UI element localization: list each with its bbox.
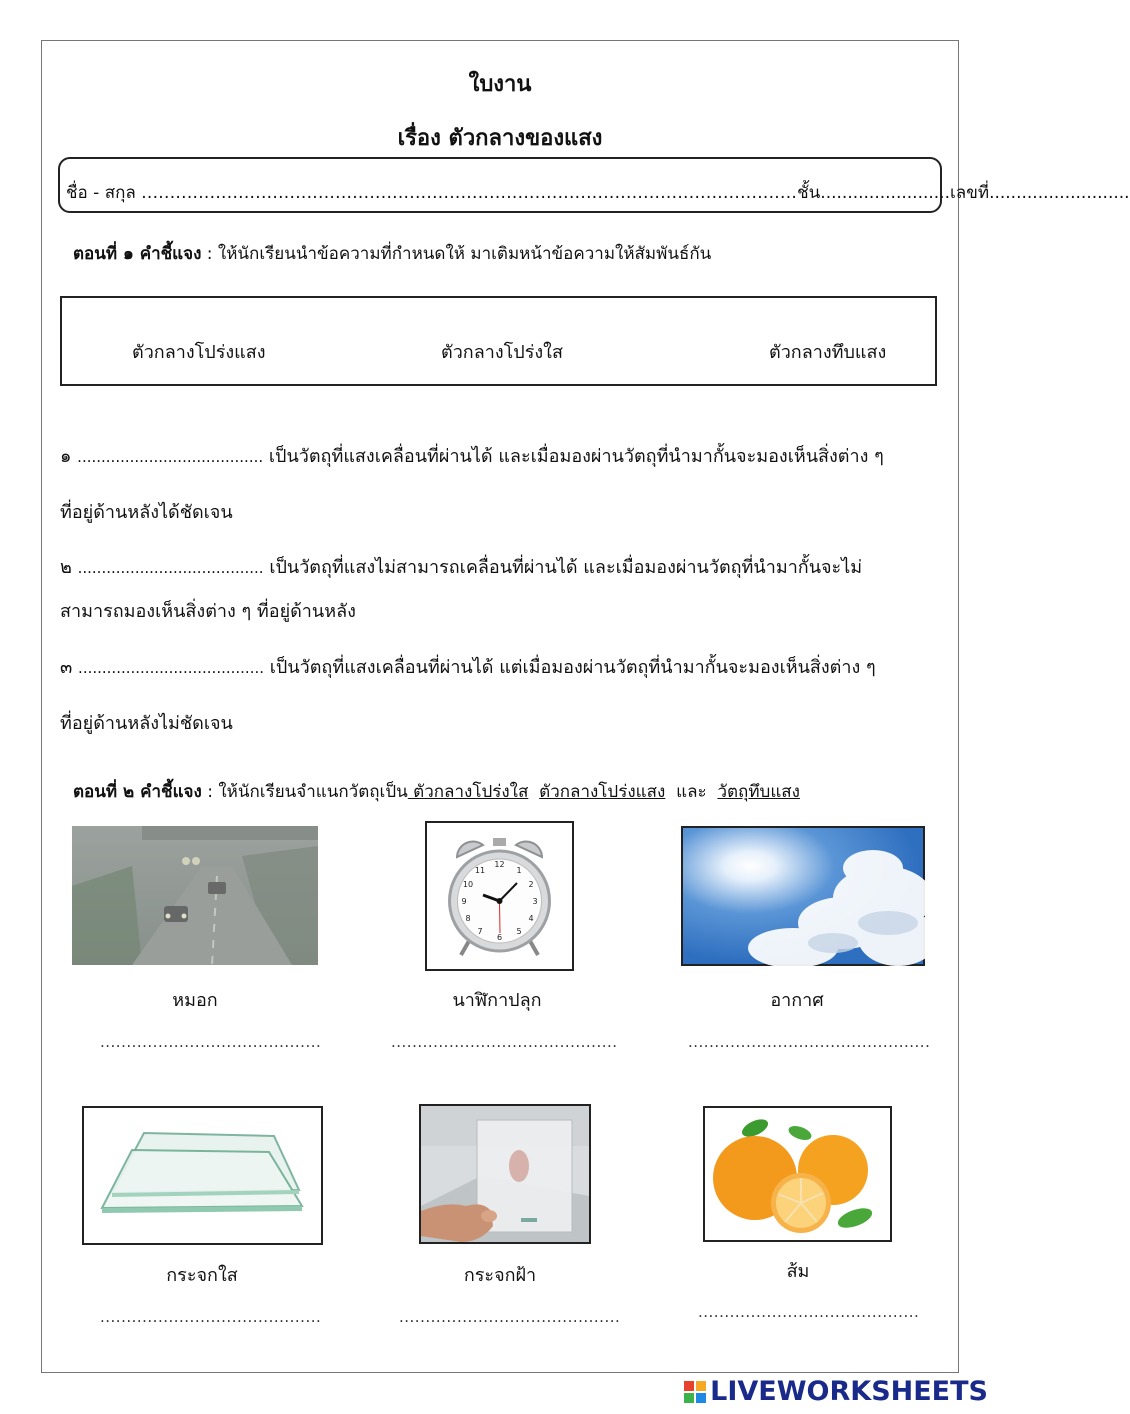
worksheet-subtitle: เรื่อง ตัวกลางของแสง [397, 126, 603, 151]
item-caption: หมอก [172, 990, 218, 1011]
item-caption: อากาศ [770, 990, 824, 1011]
question-text: เป็นวัตถุที่แสงไม่สามารถเคลื่อนที่ผ่านได้ และเมื่อมองผ่านวัตถุที่นำมากั้นจะไม่ [269, 557, 863, 578]
svg-text:7: 7 [477, 927, 483, 936]
svg-text:5: 5 [516, 927, 522, 936]
item-answer-field[interactable]: .......................................... [100, 1308, 322, 1326]
name-label: ชื่อ - สกุล [66, 183, 136, 203]
svg-text:9: 9 [461, 897, 467, 906]
question-3-line2: ที่อยู่ด้านหลังไม่ชัดเจน [60, 713, 233, 734]
svg-text:12: 12 [494, 860, 505, 869]
svg-text:8: 8 [465, 914, 471, 923]
item-answer-field[interactable]: ........................................... [391, 1033, 618, 1051]
part2-instruction [73, 778, 800, 805]
svg-text:4: 4 [528, 914, 534, 923]
sky-photo [681, 826, 925, 966]
liveworksheets-logo [684, 1376, 988, 1407]
term-transparent: ตัวกลางโปร่งใส [407, 782, 529, 802]
class-label: ชั้น [797, 183, 821, 203]
frosted-glass-photo [419, 1104, 591, 1244]
svg-text:1: 1 [516, 866, 522, 875]
number-label: เลขที่ [950, 183, 990, 203]
question-2-line2: สามารถมองเห็นสิ่งต่าง ๆ ที่อยู่ด้านหลัง [60, 601, 356, 622]
item-caption: ส้ม [786, 1261, 810, 1282]
name-field[interactable]: ................................................................................................................... [141, 183, 798, 203]
item-caption: กระจกฝ้า [463, 1265, 537, 1286]
item-caption: กระจกใส [166, 1265, 238, 1286]
answer-blank-1[interactable]: ....................................... [77, 448, 264, 466]
sky-image [683, 828, 923, 964]
fog-road-photo [72, 826, 318, 965]
svg-text:11: 11 [474, 866, 486, 875]
term-translucent: ตัวกลางโปร่งแสง [539, 782, 666, 802]
alarm-clock-photo [425, 821, 574, 971]
part1-instruction [73, 240, 711, 267]
answer-blank-2[interactable]: ....................................... [77, 559, 264, 577]
item-answer-field[interactable]: .......................................... [399, 1308, 621, 1326]
item-answer-field[interactable]: .............................................. [688, 1033, 931, 1051]
answer-blank-3[interactable]: ....................................... [78, 659, 265, 677]
question-2-line1 [60, 552, 862, 581]
term-opaque: วัตถุทึบแสง [717, 782, 800, 802]
orange-image [705, 1108, 890, 1240]
item-answer-field[interactable]: .......................................... [100, 1033, 322, 1051]
brand-text: LIVEWORKSHEETS [710, 1376, 988, 1407]
fog-road-image [72, 826, 318, 965]
question-1-line2: ที่อยู่ด้านหลังได้ชัดเจน [60, 502, 233, 523]
word-bank-item: ตัวกลางโปร่งใส [441, 342, 563, 363]
question-number: ๓ [60, 657, 73, 678]
and-word: และ [676, 782, 707, 802]
question-1-line1 [60, 441, 884, 470]
question-number: ๑ [60, 446, 72, 467]
logo-grid-icon [684, 1381, 706, 1403]
number-field[interactable]: .......................... [989, 183, 1130, 203]
clear-glass-image [84, 1108, 321, 1243]
orange-photo [703, 1106, 892, 1242]
svg-text:2: 2 [528, 880, 534, 889]
question-text: เป็นวัตถุที่แสงเคลื่อนที่ผ่านได้ และเมื่อมองผ่านวัตถุที่นำมากั้นจะมองเห็นสิ่งต่าง ๆ [268, 446, 884, 467]
student-info-line [66, 179, 1130, 206]
question-text: เป็นวัตถุที่แสงเคลื่อนที่ผ่านได้ แต่เมื่อมองผ่านวัตถุที่นำมากั้นจะมองเห็นสิ่งต่าง ๆ [269, 657, 876, 678]
part1-heading: ตอนที่ ๑ คำชี้แจง [73, 244, 202, 264]
item-caption: นาฬิกาปลุก [452, 990, 542, 1011]
part2-instruction-text: : ให้นักเรียนจำแนกวัตถุเป็น [201, 782, 408, 802]
frosted-glass-image [421, 1106, 589, 1242]
svg-text:3: 3 [532, 897, 538, 906]
part1-instruction-text: : ให้นักเรียนนำข้อความที่กำหนดให้ มาเติมหน้าข้อความให้สัมพันธ์กัน [201, 244, 712, 264]
alarm-clock-image [427, 823, 572, 969]
question-number: ๒ [60, 557, 72, 578]
word-bank-item: ตัวกลางโปร่งแสง [132, 342, 266, 363]
item-answer-field[interactable]: .......................................... [698, 1303, 920, 1321]
svg-text:10: 10 [462, 880, 474, 889]
svg-text:6: 6 [496, 933, 503, 942]
question-3-line1 [60, 652, 876, 681]
class-field[interactable]: ........................ [820, 183, 950, 203]
clear-glass-photo [82, 1106, 323, 1245]
word-bank-item: ตัวกลางทึบแสง [769, 342, 887, 363]
worksheet-title: ใบงาน [468, 72, 532, 97]
part2-heading: ตอนที่ ๒ คำชี้แจง [73, 782, 202, 802]
